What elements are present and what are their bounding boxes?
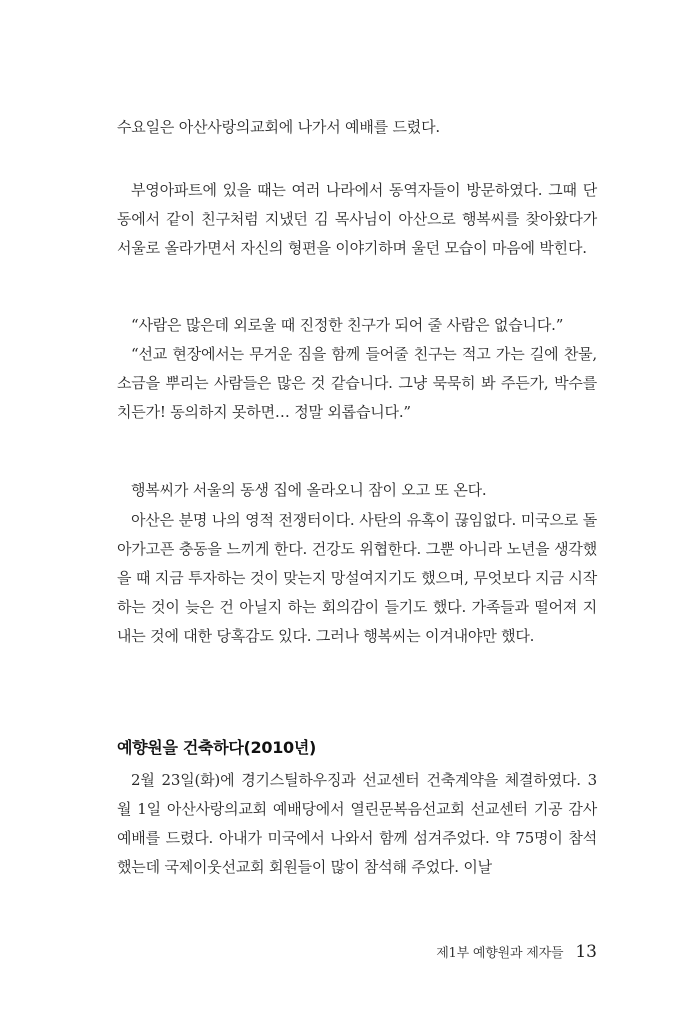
- running-footer-label: 제1부 예향원과 제자들: [436, 946, 564, 961]
- page-number: 13: [575, 942, 597, 962]
- paragraph-seoul-sleep: 행복씨가 서울의 동생 집에 올라오니 잠이 오고 또 온다.: [131, 481, 487, 499]
- quote-lonely-friend: “사람은 많은데 외로울 때 진정한 친구가 되어 줄 사람은 없습니다.”: [131, 316, 564, 334]
- paragraph-wednesday-service: 수요일은 아산사랑의교회에 나가서 예배를 드렸다.: [117, 118, 440, 136]
- paragraph-construction-contract: 2월 23일(화)에 경기스틸하우징과 선교센터 건축계약을 체결하였다. 3월 1일 아산사랑의교회 예배당에서 열린문복음선교회 선교센터 기공 감사 예배를 드렸다. 아내가 미국에서 나와서 함께 섬겨주었다. 약 75명이 참석했는데 국제이웃선교회 회원들이 많이 참석해 주었다. 이날: [117, 771, 597, 876]
- paragraph-asan-battlefield: 아산은 분명 나의 영적 전쟁터이다. 사탄의 유혹이 끊임없다. 미국으로 돌아가고픈 충동을 느끼게 한다. 건강도 위협한다. 그뿐 아니라 노년을 생각했을 때 지금 투자하는 것이 맞는지 망설여지기도 했으며, 무엇보다 지금 시작하는 것이 늦은 건 아닐지 하는 회의감이 들기도 했다. 가족들과 떨어져 지내는 것에 대한 당혹감도 있다. 그러나 행복씨는 이겨내야만 했다.: [117, 511, 597, 645]
- page-footer: [436, 942, 597, 962]
- paragraph-buyoung-apartment: 부영아파트에 있을 때는 여러 나라에서 동역자들이 방문하였다. 그때 단동에서 같이 친구처럼 지냈던 김 목사님이 아산으로 행복씨를 찾아왔다가 서울로 올라가면서 자신의 형편을 이야기하며 울던 모습이 마음에 박힌다.: [117, 181, 597, 257]
- book-page: [117, 0, 597, 1024]
- quote-mission-field: “선교 현장에서는 무거운 짐을 함께 들어줄 친구는 적고 가는 길에 찬물, 소금을 뿌리는 사람들은 많은 것 같습니다. 그냥 묵묵히 봐 주든가, 박수를 치든가! 동의하지 못하면… 정말 외롭습니다.”: [117, 345, 597, 421]
- section-heading: 예향원을 건축하다(2010년): [117, 738, 317, 757]
